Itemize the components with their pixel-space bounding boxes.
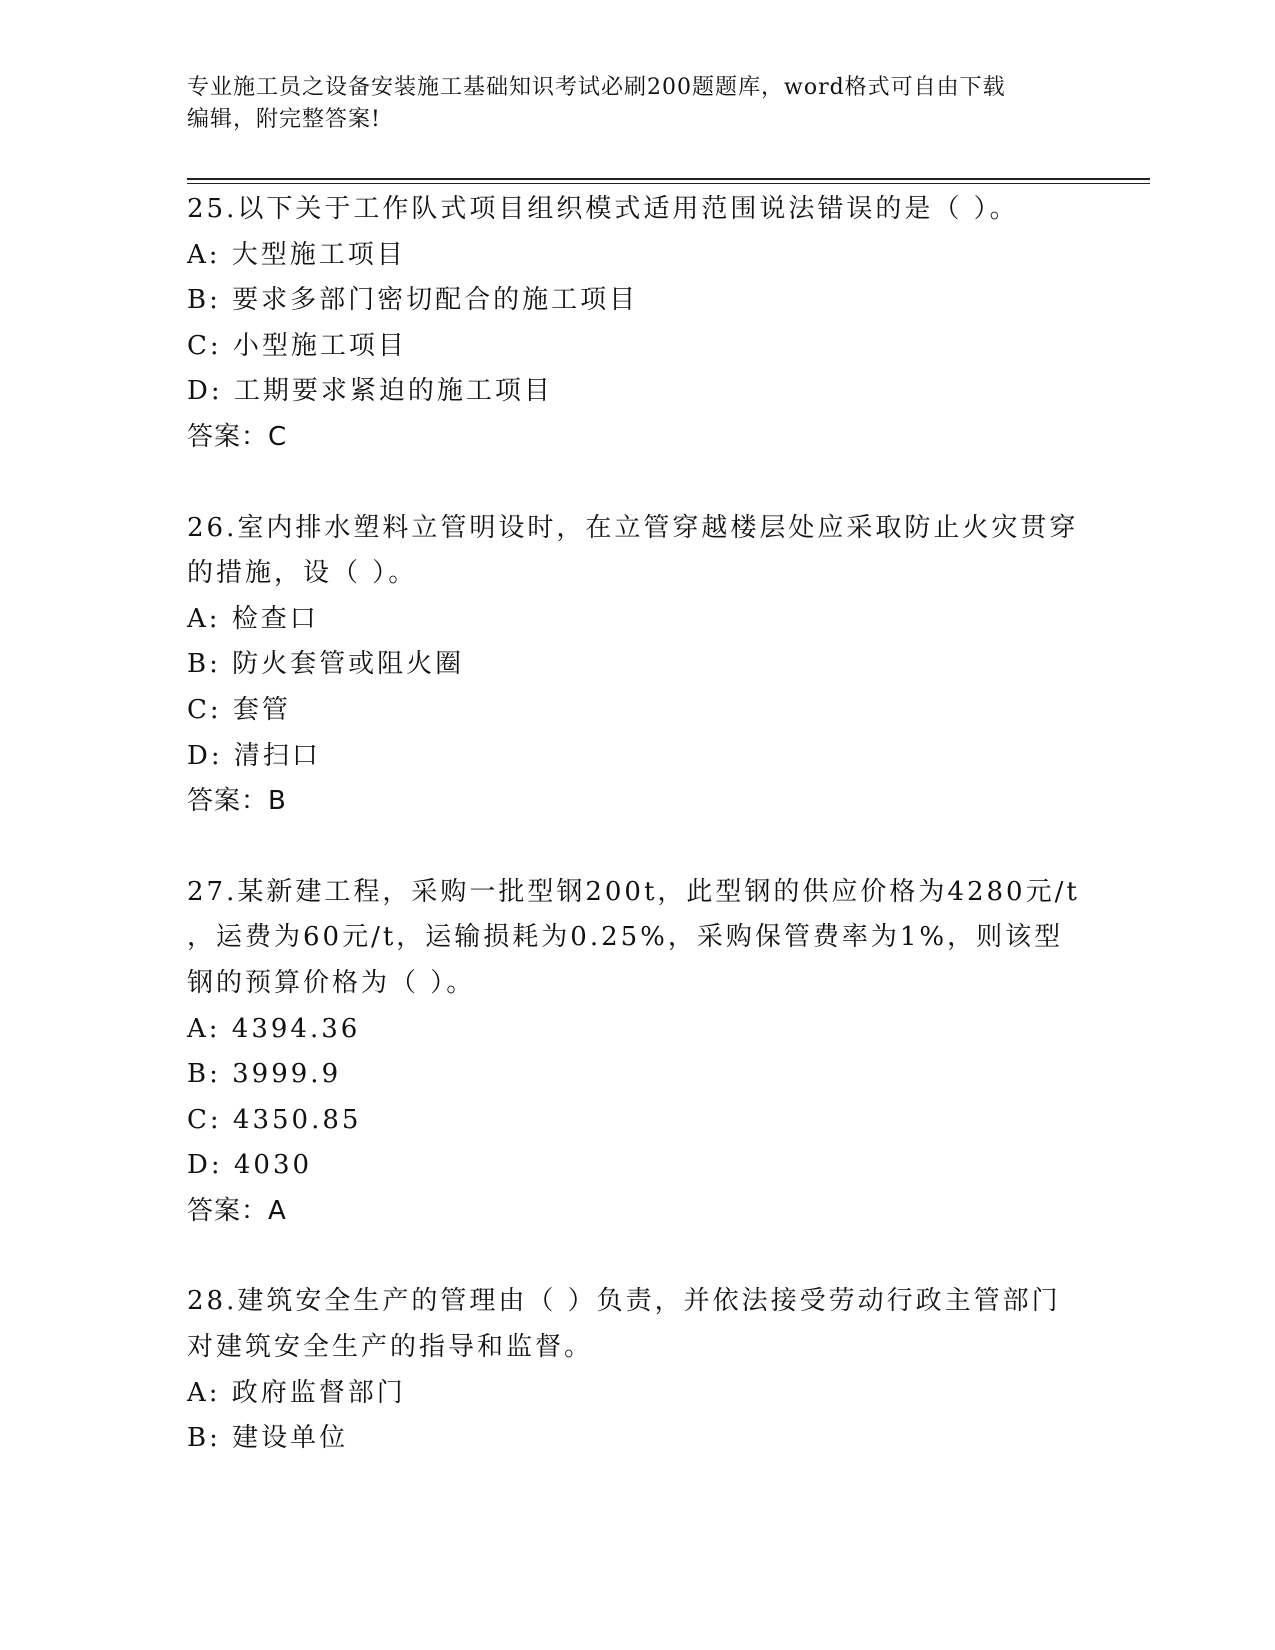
question-28 [187,1279,1087,1461]
header-line-1: 专业施工员之设备安装施工基础知识考试必刷200题题库，word格式可自由下载 [187,75,1006,100]
option-d: D: 4030 [187,1150,313,1181]
header-rule-thin [187,183,1150,184]
question-25 [187,187,1087,461]
question-27 [187,870,1087,1235]
header-rule-thick [187,178,1150,180]
answer: 答案：A [187,1195,287,1226]
question-text: 28.建筑安全生产的管理由（ ）负责，并依法接受劳动行政主管部门 [187,1286,1061,1317]
question-text-cont: 对建筑安全生产的指导和监督。 [187,1332,594,1363]
option-a: A: 检查口 [187,603,319,634]
answer: 答案：C [187,421,288,452]
option-c: C: 套管 [187,694,291,725]
option-a: A: 4394.36 [187,1013,361,1044]
option-d: D: 清扫口 [187,740,321,771]
option-c: C: 4350.85 [187,1104,362,1135]
option-a: A: 政府监督部门 [187,1377,406,1408]
option-d: D: 工期要求紧迫的施工项目 [187,376,553,407]
header-line-2: 编辑，附完整答案! [187,107,381,132]
option-c: C: 小型施工项目 [187,330,407,361]
question-text-cont-2: 钢的预算价格为（ ）。 [187,967,476,998]
question-text: 25.以下关于工作队式项目组织模式适用范围说法错误的是（ ）。 [187,194,1019,224]
answer: 答案：B [187,786,287,817]
question-list [187,187,1087,1507]
question-26 [187,506,1087,825]
option-a: A: 大型施工项目 [187,239,406,270]
option-b: B: 要求多部门密切配合的施工项目 [187,285,639,316]
document-header [187,72,1087,136]
question-text-cont: 的措施，设（ ）。 [187,558,418,589]
option-b: B: 3999.9 [187,1059,342,1090]
question-text: 26.室内排水塑料立管明设时，在立管穿越楼层处应采取防止火灾贯穿 [187,512,1079,543]
question-text: 27.某新建工程，采购一批型钢200t，此型钢的供应价格为4280元/t [187,876,1080,907]
option-b: B: 建设单位 [187,1423,349,1454]
question-text-cont: ，运费为60元/t，运输损耗为0.25%，采购保管费率为1%，则该型 [187,922,1064,953]
option-b: B: 防火套管或阻火圈 [187,649,465,680]
